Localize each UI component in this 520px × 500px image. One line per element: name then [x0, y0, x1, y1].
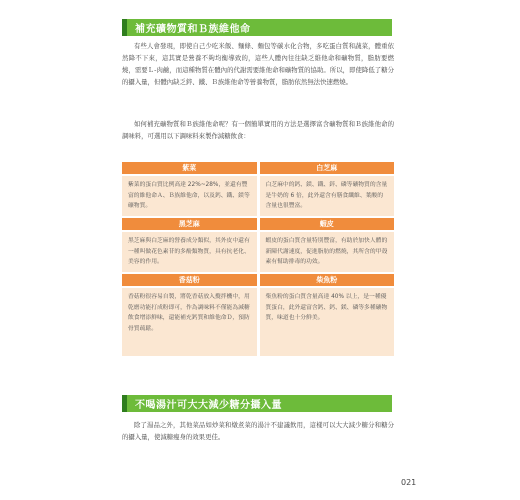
cell-heading: 柴魚粉 — [260, 274, 395, 286]
header-marker — [122, 395, 127, 412]
cell-heading: 黑芝麻 — [122, 218, 257, 230]
cell-heading: 香菇粉 — [122, 274, 257, 286]
section-title: 補充礦物質和Ｂ族維他命 — [135, 24, 251, 35]
cell-text: 香菇粉很容易自製，將乾香菇放入攪拌機中，用乾磨功能打成粉即可，作為調味料不僅能為減糖飲食增添鮮味，還能補充鈣質和維他命Ｄ，預防骨質疏鬆。 — [122, 288, 257, 356]
body-paragraph: 有些人會發現，即使自己少吃米飯、麵條、麵包等碳水化合物，多吃蛋白質和蔬菜，體重依然降不下來，這其實是營養不夠均衡導致的，這些人體內往往缺乏維他命和礦物質，脂肪要燃燒，需要Ｌ-肉鹼，而這種物質在體內的代謝需要維他命和礦物質的協助。所以，即使降低了糖分的攝入量，但體內缺乏鋅、鐵、Ｂ族維他命等營養物質，脂肪依然無法快速燃燒。 — [122, 42, 394, 86]
cell-heading: 白芝麻 — [260, 162, 395, 174]
cell-text: 紫菜的蛋白質比例高達 22%~28%，並還有豐富的維他命Ａ、Ｂ族維他命，以及鈣、鐵、鎂等礦物質。 — [122, 176, 257, 216]
header-marker — [122, 19, 127, 36]
cell-text: 蝦皮的蛋白質含量特別豐富，有助於加快人體的新陳代謝速度，促進脂肪的燃燒，其所含的甲殼素有幫助排毒的功效。 — [260, 232, 395, 272]
cell-heading: 紫菜 — [122, 162, 257, 174]
section-title: 不喝湯汁可大大減少糖分攝入量 — [135, 400, 282, 411]
cell-text: 柴魚粉的蛋白質含量高達 40% 以上，是一種優質蛋白，此外還富含鈣、鈣、鎂、磷等多種礦物質，味道也十分鮮美。 — [260, 288, 395, 356]
section-header-soup — [122, 395, 392, 412]
section-header-minerals — [122, 19, 392, 36]
page-number: 021 — [401, 478, 417, 487]
seasoning-grid — [122, 162, 394, 356]
cell-text: 黑芝麻與白芝麻的營養成分類似，其外皮中還有一種叫做花色素苷的多酚類物質，具有抗老化、美容的作用。 — [122, 232, 257, 272]
body-paragraph: 除了湯品之外，其他菜品如炒菜和燉煮菜的湯汁不建議飲用，這樣可以大大減少糖分和糖分的攝入量，使減糖瘦身的效果更佳。 — [122, 421, 394, 441]
cell-text: 白芝麻中的鈣、鎂、鐵、鋅、磷等礦物質的含量是牛奶的 6 倍，此外還含有膳食纖維、葉酸的含量也很豐富。 — [260, 176, 395, 216]
cell-heading: 蝦皮 — [260, 218, 395, 230]
body-paragraph: 如何補充礦物質和Ｂ族維他命呢？有一個簡單實用的方法是選擇富含礦物質和Ｂ族維他命的調味料，可選用以下調味料來製作減糖飲食： — [122, 120, 394, 140]
